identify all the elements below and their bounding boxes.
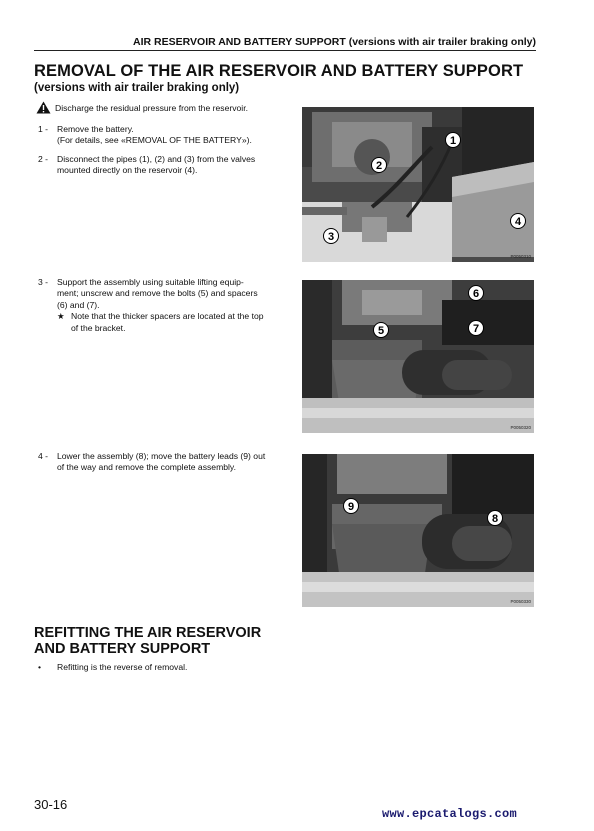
step-text: (For details, see «REMOVAL OF THE BATTERY»).	[57, 135, 252, 146]
step-text: Disconnect the pipes (1), (2) and (3) from the valves	[57, 154, 256, 164]
refitting-bullet	[38, 662, 187, 673]
header-rule	[34, 50, 536, 51]
step-text: Remove the battery.	[57, 124, 134, 134]
step-text: of the way and remove the complete assembly.	[57, 462, 236, 473]
note-text: of the bracket.	[71, 322, 126, 333]
callout-6	[469, 286, 484, 301]
callout-number: 6	[472, 288, 480, 300]
step-text: mounted directly on the reservoir (4).	[57, 165, 198, 176]
photo-bolts-and-spacers	[302, 280, 534, 433]
step-number: 2 -	[38, 154, 49, 164]
callout-3	[324, 229, 339, 244]
step-text: Lower the assembly (8); move the battery leads (9) out	[57, 451, 266, 461]
section-title-removal: REMOVAL OF THE AIR RESERVOIR AND BATTERY SUPPORT	[34, 62, 524, 80]
callout-number: 3	[327, 231, 335, 243]
page-number: 30-16	[34, 797, 68, 812]
step-1	[38, 124, 288, 147]
warning-text: Discharge the residual pressure from the reservoir.	[55, 103, 248, 113]
photo-code: P0050320	[510, 425, 531, 430]
step-number: 4 -	[38, 451, 49, 461]
bullet-icon: •	[38, 662, 42, 672]
warning-line	[36, 101, 248, 114]
step-text: (6) and (7).	[57, 299, 100, 310]
step-4	[38, 451, 288, 474]
callout-4	[511, 214, 526, 229]
photo-code: P0050330	[510, 599, 531, 604]
step-text: Support the assembly using suitable lifting equip-	[57, 277, 244, 287]
callout-number: 9	[347, 501, 355, 513]
callout-number: 5	[377, 325, 385, 337]
running-header: AIR RESERVOIR AND BATTERY SUPPORT (versions with air trailer braking only)	[133, 36, 536, 48]
callout-7	[469, 321, 484, 336]
step-2	[38, 154, 288, 177]
warning-triangle-icon	[36, 101, 51, 114]
star-icon: ★	[57, 311, 65, 322]
footer-url-link[interactable]: www.epcatalogs.com	[382, 807, 518, 821]
step-number: 1 -	[38, 124, 49, 134]
callout-9	[344, 499, 359, 514]
photo-pipes-and-reservoir	[302, 107, 534, 262]
step-number: 3 -	[38, 277, 49, 287]
callout-8	[488, 511, 503, 526]
note-text: Note that the thicker spacers are located at the top	[71, 311, 264, 322]
callout-number: 7	[472, 323, 480, 335]
photo-code: P0050310	[510, 254, 531, 259]
step-note	[57, 311, 288, 334]
section-title-line: REFITTING THE AIR RESERVOIR	[34, 625, 262, 641]
callout-number: 8	[491, 513, 499, 525]
photo-lowered-assembly	[302, 454, 534, 607]
callout-number: 2	[375, 160, 383, 172]
callout-number: 4	[514, 216, 522, 228]
bullet-text: Refitting is the reverse of removal.	[57, 662, 188, 672]
callout-2	[372, 158, 387, 173]
step-text: ment; unscrew and remove the bolts (5) and spacers	[57, 288, 258, 299]
callout-1	[446, 133, 461, 148]
callout-5	[374, 323, 389, 338]
section-title-line: AND BATTERY SUPPORT	[34, 641, 211, 657]
section-title-refitting	[34, 625, 261, 657]
callout-number: 1	[449, 135, 457, 147]
section-subtitle-removal: (versions with air trailer braking only)	[34, 82, 240, 94]
step-3	[38, 277, 288, 334]
